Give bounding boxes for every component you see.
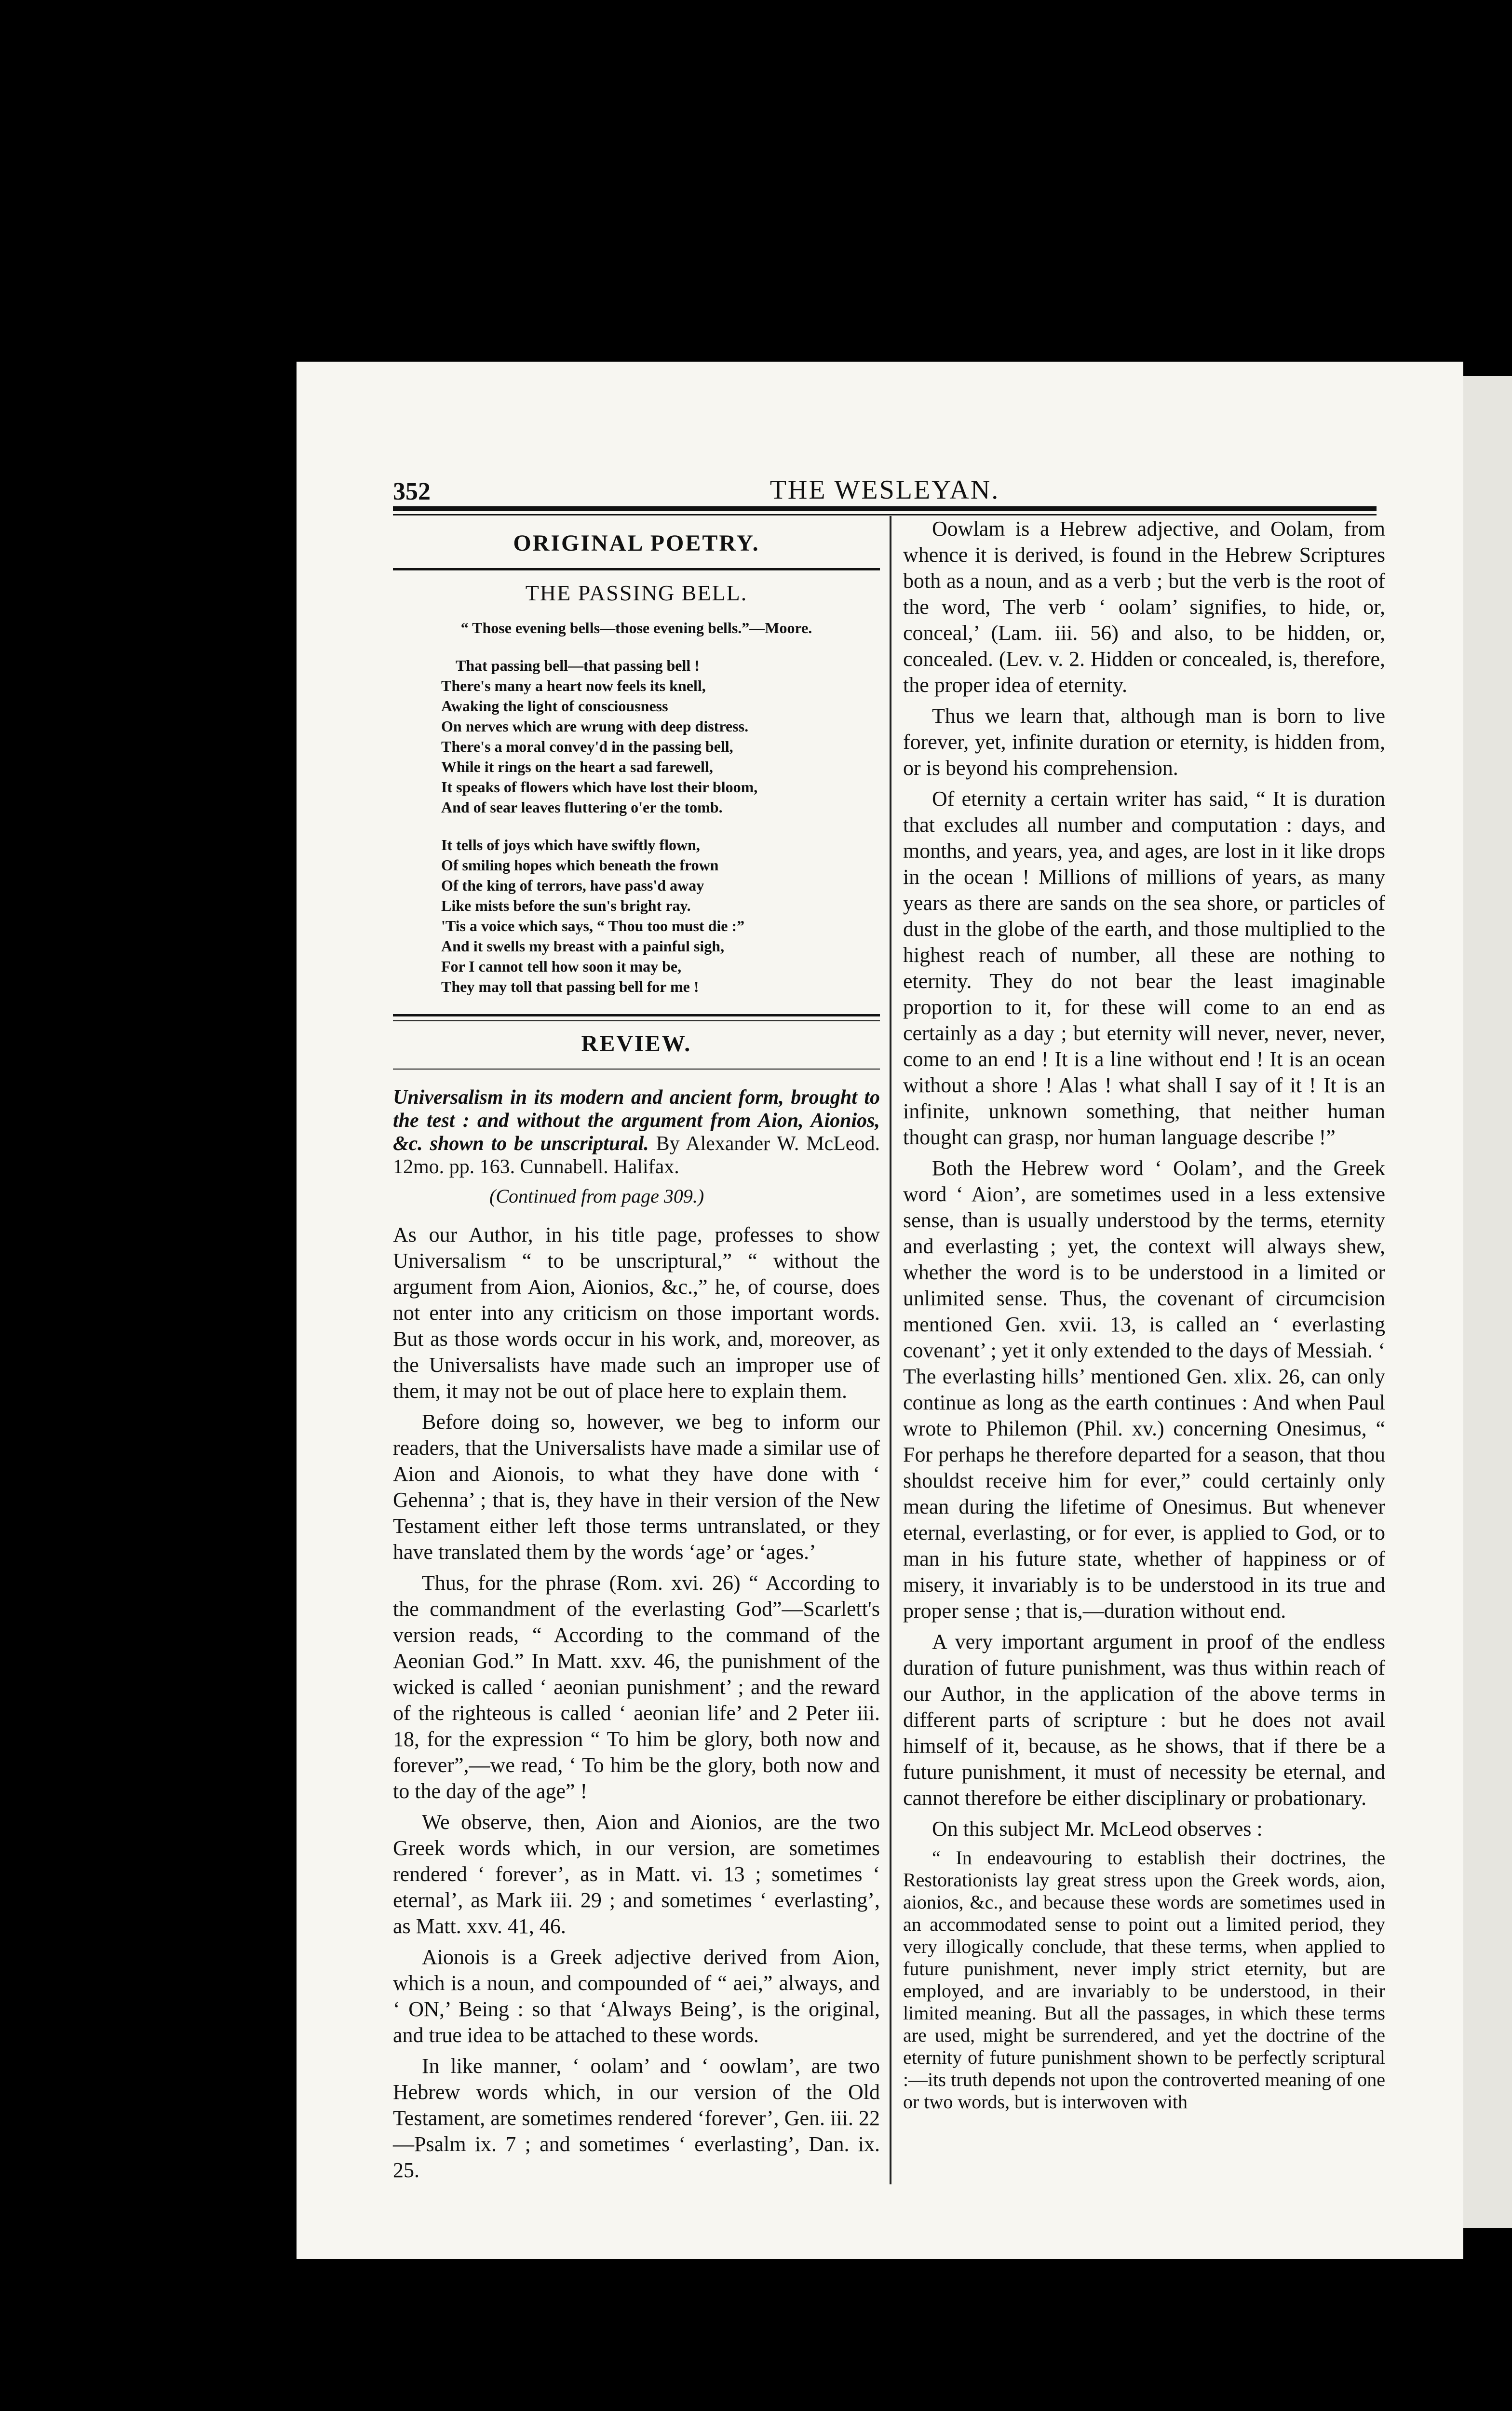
poem-line: It speaks of flowers which have lost their bloom, — [441, 778, 758, 796]
poem-epigraph: “ Those evening bells—those evening bells.”—Moore. — [460, 619, 812, 637]
continued-note: (Continued from page 309.) — [489, 1185, 704, 1207]
poem-line: They may toll that passing bell for me ! — [441, 978, 699, 995]
poem-stanza — [441, 655, 880, 817]
poetry-section-title: ORIGINAL POETRY. — [513, 530, 760, 556]
poem-title: THE PASSING BELL. — [525, 581, 748, 605]
poem-line: Like mists before the sun's bright ray. — [441, 897, 691, 914]
poem-line: There's a moral convey'd in the passing bell, — [441, 738, 733, 755]
review-paragraph: Before doing so, however, we beg to inform our readers, that the Universalists have made a similar use of Aion and Aionois, to what they have done with ‘ Gehenna’ ; that is, they have in their version of the New Testament either left those terms untranslated, or they have translated them by the words ‘age’ or ‘ages.’ — [393, 1410, 880, 1564]
right-column — [903, 516, 1385, 2118]
page-number: 352 — [393, 478, 431, 505]
review-rule-bottom — [393, 1069, 880, 1070]
running-title: THE WESLEYAN. — [770, 475, 1000, 505]
review-paragraph: Thus we learn that, although man is born to live forever, yet, infinite duration or eternity, is hidden from, or is beyond his comprehension. — [903, 704, 1385, 780]
review-paragraph: Oowlam is a Hebrew adjective, and Oolam, from whence it is derived, is found in the Hebrew Scriptures both as a noun, and as a verb ; but the verb is the root of the word, The verb ‘ oolam’ signifies, to hide, or, conceal,’ (Lam. iii. 56) and also, to be hidden, or, concealed. (Lev. v. 2. Hidden or concealed, is, therefore, the proper idea of eternity. — [903, 517, 1385, 697]
review-section-title: REVIEW. — [581, 1031, 692, 1057]
newspaper-page — [297, 362, 1463, 2259]
review-rule — [393, 1014, 880, 1016]
review-paragraph: Thus, for the phrase (Rom. xvi. 26) “ According to the commandment of the everlasting God”—Scarlett's version reads, “ According to the command of the Aeonian God.” In Matt. xxv. 46, the punishment of the wicked is called ‘ aeonian punishment’ ; and the reward of the righteous is called ‘ aeonian life’ and 2 Peter iii. 18, for the expression “ To him be glory, both now and forever”,—we read, ‘ To him be the glory, both now and to the day of the age” ! — [393, 1571, 880, 1803]
review-quote: “ In endeavouring to establish their doctrines, the Restorationists lay great stress upon the Greek words, aion, aionios, &c., and because these words are sometimes used in an accommodated sense to point out a limited period, they very illogically conclude, that these terms, when applied to future punishment, never imply strict eternity, but are employed, and are invariably to be understood, in their limited meaning. But all the passages, in which these terms are used, might be surrendered, and yet the doctrine of the eternity of future punishment shown to be perfectly scriptural :—its truth depends not upon the controverted meaning of one or two words, but is interwoven with — [903, 1847, 1385, 2113]
poem-line: While it rings on the heart a sad farewell, — [441, 758, 713, 775]
poem-line: Of the king of terrors, have pass'd away — [441, 877, 704, 894]
review-paragraph: In like manner, ‘ oolam’ and ‘ oowlam’, are two Hebrew words which, in our version of the Old Testament, are sometimes rendered ‘forever’, Gen. iii. 22—Psalm ix. 7 ; and sometimes ‘ everlasting’, Dan. ix. 25. — [393, 2054, 880, 2182]
poem-line: There's many a heart now feels its knell, — [441, 677, 706, 694]
poem-line: For I cannot tell how soon it may be, — [441, 958, 682, 975]
column-divider — [890, 516, 891, 2184]
review-paragraph: As our Author, in his title page, professes to show Universalism “ to be unscriptural,” “ without the argument from Aion, Aionios, &c.,” he, of course, does not enter into any criticism on those important words. But as those words occur in his work, and, moreover, as the Universalists have made such an improper use of them, it may not be out of place here to explain them. — [393, 1223, 880, 1403]
review-rule-thin — [393, 1020, 880, 1021]
header-rule-thin — [393, 514, 1377, 515]
book-author: By Alexander W. McLeod. — [656, 1133, 880, 1155]
review-paragraph: We observe, then, Aion and Aionios, are the two Greek words which, in our version, are sometimes rendered ‘ forever’, as in Matt. vi. 13 ; sometimes ‘ eternal’, as Mark iii. 29 ; and sometimes ‘ everlasting’, as Matt. xxv. 41, 46. — [393, 1810, 880, 1938]
review-paragraph: Both the Hebrew word ‘ Oolam’, and the Greek word ‘ Aion’, are sometimes used in a less extensive sense, than is usually understood by the terms, eternity and everlasting ; yet, the context will always shew, whether the word is to be understood in a limited or unlimited sense. Thus, the covenant of circumcision mentioned Gen. xvii. 13, is called an ‘ everlasting covenant’ ; yet it only extended to the days of Messiah. ‘ The everlasting hills’ mentioned Gen. xlix. 26, can only continue as long as the earth continues : And when Paul wrote to Philemon (Phil. xv.) concerning Onesimus, “ For perhaps he therefore departed for a season, that thou shouldst receive him for ever,” could certainly only mean during the lifetime of Onesimus. But whenever eternal, everlasting, or for ever, is applied to God, or to man in his future state, whether of happiness or of misery, it invariably is to be understood in its true and proper sense ; that is,—duration without end. — [903, 1156, 1385, 1623]
book-title: Universalism in its modern and ancient form, brought to the test : and without the argument from Aion, Aionios, &c. shown to be unscriptural. — [393, 1086, 880, 1155]
review-paragraph: On this subject Mr. McLeod observes : — [932, 1817, 1263, 1841]
poem-line: Of smiling hopes which beneath the frown — [441, 856, 719, 874]
poem-stanza — [441, 835, 880, 997]
poem-line: Awaking the light of consciousness — [441, 697, 668, 715]
review-paragraph: Of eternity a certain writer has said, “ It is duration that excludes all number and computation : days, and months, and years, yea, and ages, are lost in it like drops in the ocean ! Millions of millions of years, as many years as there are sands on the sea shore, or particles of dust in the globe of the earth, and those multiplied to the highest reach of number, all these are nothing to eternity. They do not bear the least imaginable proportion to it, for these will come to an end as certainly as a day ; but eternity will never, never, never, come to an end ! It is a line without end ! It is an ocean without a shore ! Alas ! what shall I say of it ! It is an infinite, unknown something, that neither human thought can grasp, nor human language describe !” — [903, 787, 1385, 1149]
review-paragraph: A very important argument in proof of the endless duration of future punishment, was thus within reach of our Author, in the application of the above terms in different parts of scripture : but he does not avail himself of it, because, as he shows, that if there be a future punishment, it must of necessity be eternal, and cannot therefore be either disciplinary or probationary. — [903, 1630, 1385, 1810]
poem-line: It tells of joys which have swiftly flown, — [441, 836, 700, 853]
poem-line: That passing bell—that passing bell ! — [456, 657, 700, 674]
poem-line: On nerves which are wrung with deep distress. — [441, 718, 749, 735]
poem-line: And of sear leaves fluttering o'er the tomb. — [441, 799, 723, 816]
header-rule — [393, 506, 1377, 511]
review-paragraph: Aionois is a Greek adjective derived from Aion, which is a noun, and compounded of “ aei,” always, and ‘ ON,’ Being : so that ‘Always Being’, is the original, and true idea to be attached to these words. — [393, 1945, 880, 2047]
book-details: 12mo. pp. 163. Cunnabell. Halifax. — [393, 1156, 679, 1178]
poetry-rule — [393, 568, 880, 570]
left-column — [393, 521, 880, 2188]
poem-line: 'Tis a voice which says, “ Thou too must die :” — [441, 917, 745, 935]
reviewed-book — [393, 1086, 880, 1178]
next-page-edge — [1463, 376, 1512, 2228]
poem-line: And it swells my breast with a painful sigh, — [441, 937, 725, 955]
